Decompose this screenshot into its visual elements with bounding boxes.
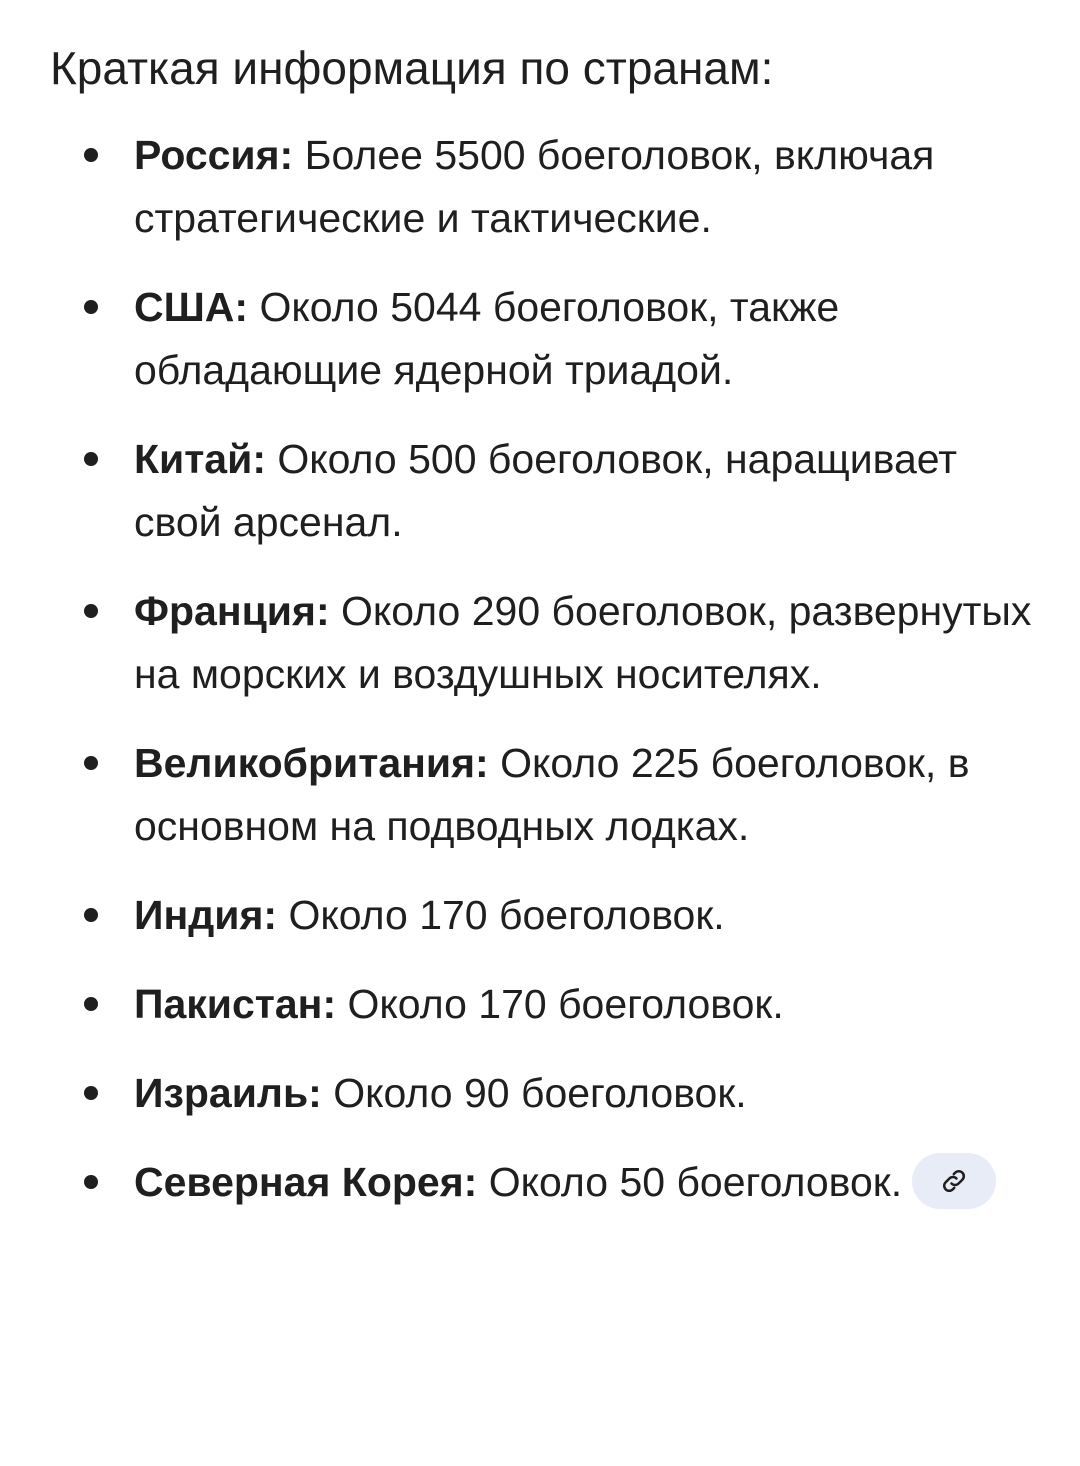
country-name: Пакистан: xyxy=(134,981,337,1027)
list-item-russia xyxy=(50,124,1040,250)
bullet-icon xyxy=(84,604,98,618)
country-description: Около 290 боеголовок, развернутых на морских и воздушных носителях. xyxy=(134,588,1032,697)
country-description: Около 170 боеголовок. xyxy=(336,981,784,1027)
bullet-icon xyxy=(84,908,98,922)
country-description: Около 90 боеголовок. xyxy=(321,1070,747,1116)
country-description: Около 50 боеголовок. xyxy=(477,1159,903,1205)
list-item-israel xyxy=(50,1062,1040,1125)
bullet-icon xyxy=(84,1086,98,1100)
country-description: Около 500 боеголовок, наращивает свой арсенал. xyxy=(134,436,958,545)
source-link-button[interactable] xyxy=(912,1153,996,1209)
link-icon xyxy=(939,1166,969,1196)
country-name: Северная Корея: xyxy=(134,1159,478,1205)
section-heading: Краткая информация по странам: xyxy=(50,42,774,94)
list-item-france xyxy=(50,580,1040,706)
bullet-icon xyxy=(84,1175,98,1189)
country-description: Около 5044 боеголовок, также обладающие ядерной триадой. xyxy=(134,284,840,393)
country-name: Франция: xyxy=(134,588,330,634)
country-description: Более 5500 боеголовок, включая стратегические и тактические. xyxy=(134,132,935,241)
list-item-pakistan xyxy=(50,973,1040,1036)
country-name: Великобритания: xyxy=(134,740,489,786)
bullet-icon xyxy=(84,452,98,466)
country-list xyxy=(50,124,1040,1214)
country-description: Около 170 боеголовок. xyxy=(277,892,725,938)
bullet-icon xyxy=(84,756,98,770)
country-name: Россия: xyxy=(134,132,294,178)
list-item-uk xyxy=(50,732,1040,858)
country-description: Около 225 боеголовок, в основном на подводных лодках. xyxy=(134,740,970,849)
country-name: Индия: xyxy=(134,892,278,938)
bullet-icon xyxy=(84,300,98,314)
bullet-icon xyxy=(84,148,98,162)
country-name: США: xyxy=(134,284,249,330)
list-item-usa xyxy=(50,276,1040,402)
list-item-india xyxy=(50,884,1040,947)
country-name: Китай: xyxy=(134,436,266,482)
bullet-icon xyxy=(84,997,98,1011)
list-item-north-korea xyxy=(50,1151,1040,1214)
country-name: Израиль: xyxy=(134,1070,322,1116)
list-item-china xyxy=(50,428,1040,554)
